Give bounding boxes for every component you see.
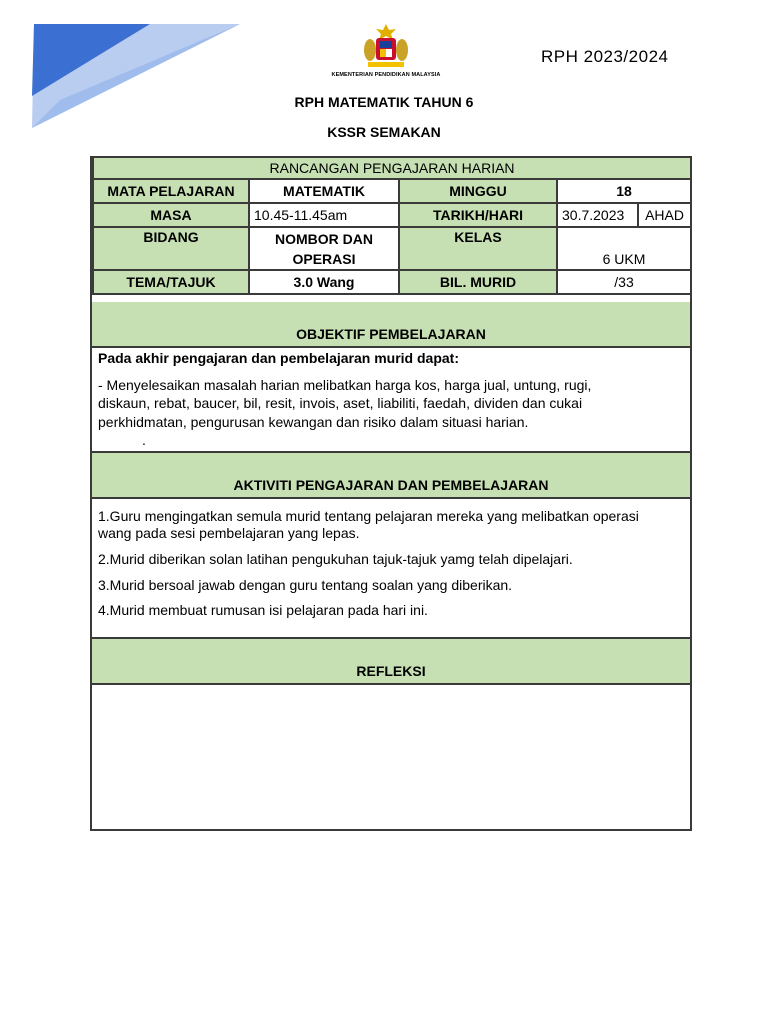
day-value: AHAD [638, 203, 691, 227]
time-value: 10.45-11.45am [249, 203, 399, 227]
activity-1-line-1: 1.Guru mengingatkan semula murid tentang pelajaran mereka yang melibatkan operasi [98, 508, 639, 524]
reflection-area [92, 685, 690, 829]
ministry-crest-logo [328, 22, 444, 84]
plan-heading: RANCANGAN PENGAJARAN HARIAN [93, 158, 691, 179]
document-subtitle: KSSR SEMAKAN [327, 124, 441, 140]
time-label: MASA [93, 203, 249, 227]
date-label: TARIKH/HARI [399, 203, 557, 227]
topic-value: 3.0 Wang [249, 270, 399, 294]
date-value: 30.7.2023 [557, 203, 638, 227]
logo-caption: KEMENTERIAN PENDIDIKAN MALAYSIA [331, 72, 441, 78]
topic-label: TEMA/TAJUK [93, 270, 249, 294]
activity-2: 2.Murid diberikan solan latihan pengukuhan tajuk-tajuk yamg telah dipelajari. [98, 551, 573, 567]
activity-1-line-2: wang pada sesi pembelajaran yang lepas. [98, 525, 360, 541]
corner-decoration [0, 0, 260, 140]
subject-label: MATA PELAJARAN [93, 179, 249, 203]
class-value: 6 UKM [557, 227, 691, 270]
activity-4: 4.Murid membuat rumusan isi pelajaran pada hari ini. [98, 602, 428, 618]
objective-line-2: diskaun, rebat, baucer, bil, resit, invois, aset, liabiliti, faedah, dividen dan cukai [98, 395, 583, 411]
crest-icon [356, 22, 416, 72]
students-label: BIL. MURID [399, 270, 557, 294]
lesson-info-table [92, 158, 692, 295]
objective-line-1: - Menyelesaikan masalah harian melibatkan harga kos, harga jual, untung, rugi, [98, 377, 592, 393]
students-value: /33 [557, 270, 691, 294]
document-title: RPH MATEMATIK TAHUN 6 [294, 94, 474, 110]
subject-value: MATEMATIK [249, 179, 399, 203]
lesson-plan-sheet [90, 156, 692, 831]
objective-intro: Pada akhir pengajaran dan pembelajaran murid dapat: [98, 350, 459, 366]
activity-3: 3.Murid bersoal jawab dengan guru tentang soalan yang diberikan. [98, 577, 513, 593]
field-value [249, 227, 399, 270]
week-label: MINGGU [399, 179, 557, 203]
class-label: KELAS [399, 227, 557, 270]
field-label: BIDANG [93, 227, 249, 270]
rph-year-label: RPH 2023/2024 [541, 47, 669, 66]
week-value: 18 [557, 179, 691, 203]
activities-heading: AKTIVITI PENGAJARAN DAN PEMBELAJARAN [92, 451, 690, 499]
objective-line-4: . [142, 432, 146, 448]
reflection-heading: REFLEKSI [92, 637, 690, 685]
field-value-line1: NOMBOR DAN [275, 230, 373, 247]
objective-line-3: perkhidmatan, pengurusan kewangan dan risiko dalam situasi harian. [98, 414, 529, 430]
field-value-line2: OPERASI [292, 250, 356, 267]
objective-heading: OBJEKTIF PEMBELAJARAN [92, 302, 690, 348]
